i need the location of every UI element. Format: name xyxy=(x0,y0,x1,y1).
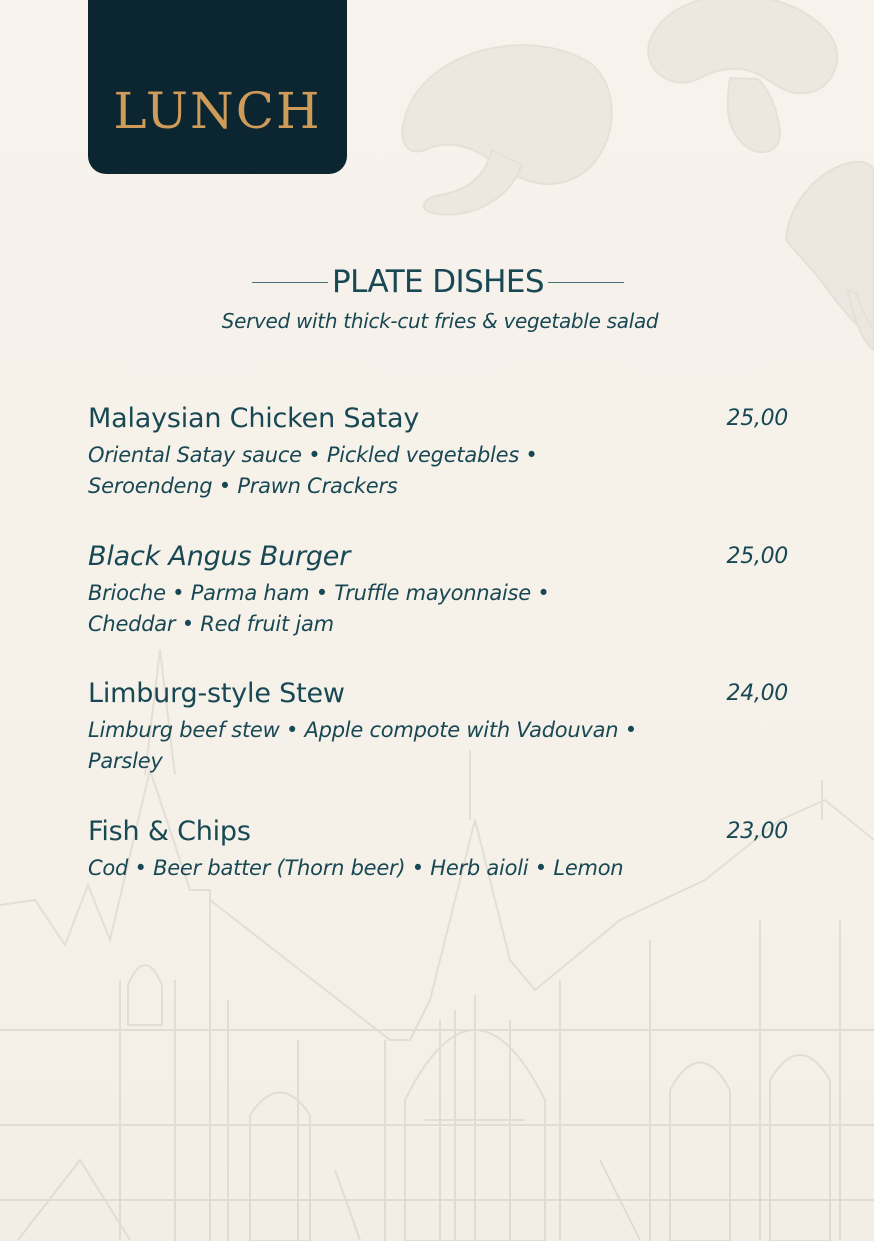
menu-item xyxy=(88,815,788,884)
menu-item-title-row xyxy=(88,402,788,438)
right-divider xyxy=(548,282,624,283)
menu-item-description xyxy=(88,578,698,640)
left-divider xyxy=(252,282,328,283)
section-subtitle: Served with thick-cut fries & vegetable salad xyxy=(221,309,659,333)
menu-item-name: Black Angus Burger xyxy=(88,541,351,572)
menu-item-description xyxy=(88,440,698,502)
menu-item xyxy=(88,402,788,502)
menu-item-description-line: Parsley xyxy=(88,749,163,773)
menu-item-title-row xyxy=(88,815,788,851)
menu-item-title-row xyxy=(88,540,788,576)
menu-item-description-line: Limburg beef stew • Apple compote with Vadouvan • xyxy=(88,718,637,742)
menu-item-name: Limburg-style Stew xyxy=(88,678,345,709)
menu-item-description xyxy=(88,715,698,777)
menu-item xyxy=(88,677,788,777)
lunch-heading-badge xyxy=(88,0,347,174)
menu-item-price: 24,00 xyxy=(726,681,788,706)
menu-item-description xyxy=(88,853,698,884)
menu-item-description-line: Cheddar • Red fruit jam xyxy=(88,612,334,636)
menu-item-price: 25,00 xyxy=(726,544,788,569)
menu-item-description-line: Cod • Beer batter (Thorn beer) • Herb aioli • Lemon xyxy=(88,856,624,880)
section-title: PLATE DISHES xyxy=(332,264,544,300)
menu-item-description-line: Oriental Satay sauce • Pickled vegetables • xyxy=(88,443,538,467)
menu-item-description-line: Seroendeng • Prawn Crackers xyxy=(88,474,398,498)
menu-item-title-row xyxy=(88,677,788,713)
menu-item-price: 25,00 xyxy=(726,406,788,431)
menu-item-name: Malaysian Chicken Satay xyxy=(88,403,420,434)
menu-item-description-line: Brioche • Parma ham • Truffle mayonnaise • xyxy=(88,581,550,605)
menu-item xyxy=(88,540,788,640)
menu-item-price: 23,00 xyxy=(726,819,788,844)
lunch-heading: LUNCH xyxy=(113,82,322,140)
menu-item-name: Fish & Chips xyxy=(88,816,251,847)
plate-dishes-header xyxy=(252,260,624,304)
